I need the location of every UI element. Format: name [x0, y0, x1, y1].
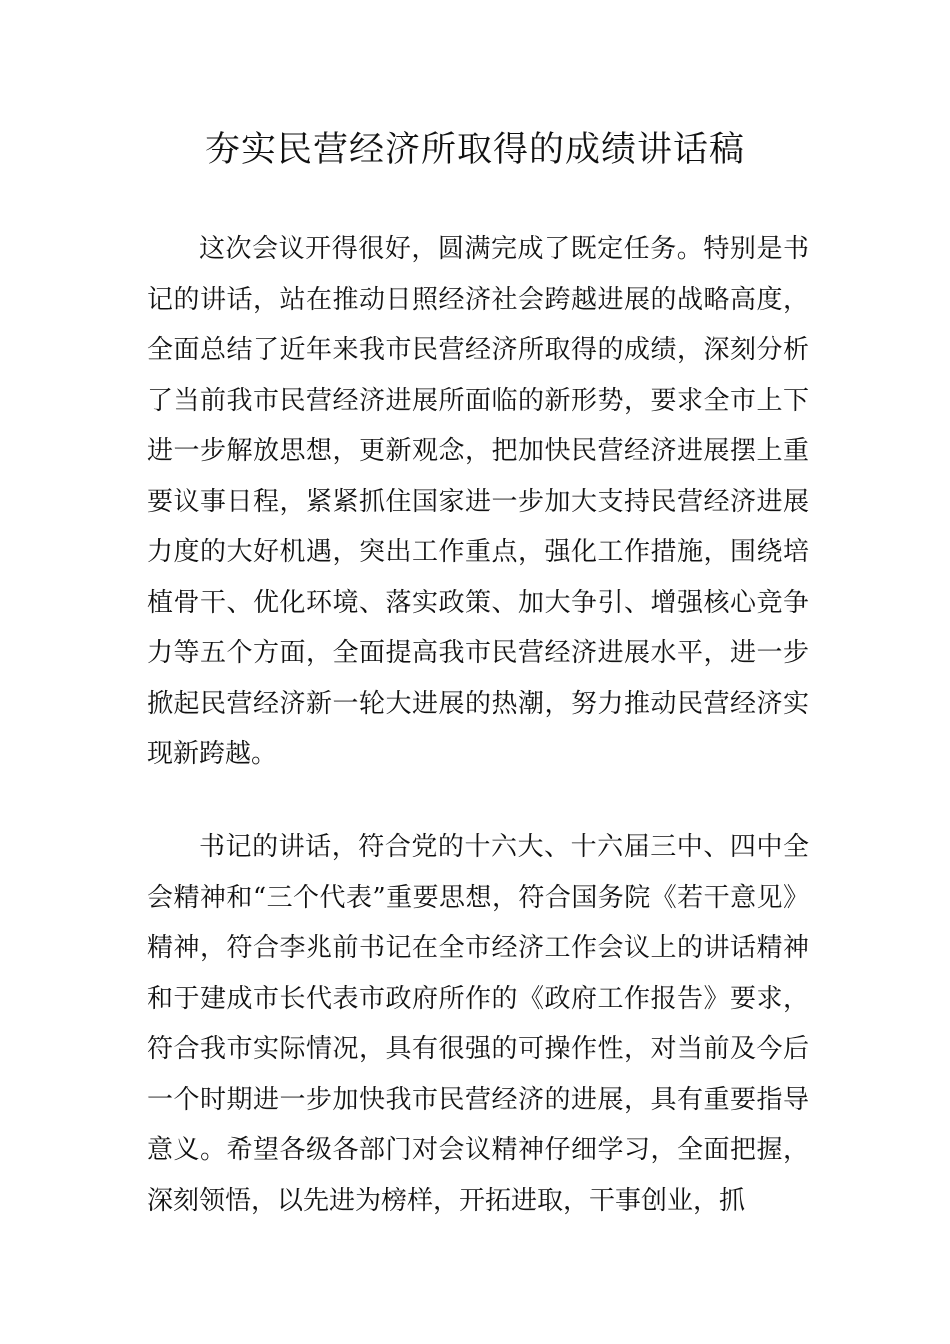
document-title: 夯实民营经济所取得的成绩讲话稿 — [204, 130, 745, 170]
paragraph-1: 这次会议开得很好，圆满完成了既定任务。特别是书记的讲话，站在推动日照经济社会跨越进展的战略高度，全面总结了近年来我市民营经济所取得的成绩，深刻分析了当前我市民营经济进展所面临的新形势，要求全市上下进一步解放思想，更新观念，把加快民营经济进展摆上重要议事日程，紧紧抓住国家进一步加大支持民营经济进展力度的大好机遇，突出工作重点，强化工作措施，围绕培植骨干、优化环境、落实政策、加大争引、增强核心竞争力等五个方面，全面提高我市民营经济进展水平，进一步掀起民营经济新一轮大进展的热潮，努力推动民营经济实现新跨越。 — [147, 234, 809, 769]
paragraph-2: 书记的讲话，符合党的十六大、十六届三中、四中全会精神和“三个代表”重要思想，符合国务院《若干意见》精神，符合李兆前书记在全市经济工作会议上的讲话精神和于建成市长代表市政府所作的《政府工作报告》要求，符合我市实际情况，具有很强的可操作性，对当前及今后一个时期进一步加快我市民营经济的进展，具有重要指导意义。希望各级各部门对会议精神仔细学习，全面把握，深刻领悟，以先进为榜样，开拓进取，干事创业，抓 — [147, 832, 809, 1216]
